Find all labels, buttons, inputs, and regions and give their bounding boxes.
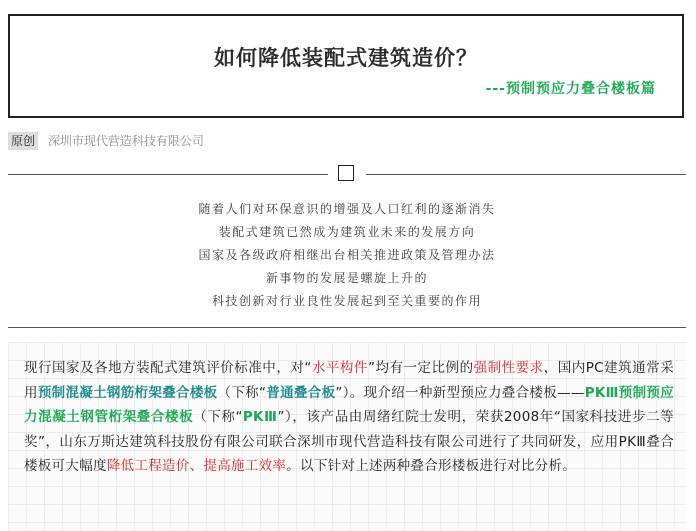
highlight-mandatory: 强制性要求 xyxy=(473,360,544,376)
square-icon xyxy=(338,165,354,181)
text-run: ”均有一定比例的 xyxy=(367,360,474,376)
original-badge: 原创 xyxy=(8,132,38,150)
highlight-normal-slab: 普通叠合板 xyxy=(266,384,336,401)
highlight-truss-slab: 预制混凝土钢筋桁架叠合楼板 xyxy=(37,384,218,401)
intro-line: 科技创新对行业良性发展起到至关重要的作用 xyxy=(211,294,482,308)
divider-right xyxy=(366,174,686,175)
text-run: ”），该产品由周绪红院士发明，荣获2008年“国家科技进步二等奖”，山东万斯达建筑科技股份有限公司联合深圳市现代营造科技有限公司进行了共同研发，应用PKⅢ叠合楼板可大幅度 xyxy=(24,409,674,474)
intro-line: 国家及各级政府相继出台相关推进政策及管理办法 xyxy=(198,248,496,262)
intro-line: 随着人们对环保意识的增强及人口红利的逐渐消失 xyxy=(198,202,496,216)
title-box xyxy=(8,14,684,118)
text-run: 。以下针对上述两种叠合形楼板进行对比分析。 xyxy=(286,458,577,474)
divider-left xyxy=(8,174,328,175)
page-subtitle: ---预制预应力叠合楼板篇 xyxy=(485,81,656,97)
body-paragraph xyxy=(24,356,674,479)
text-run: （下称“ xyxy=(217,384,267,401)
highlight-benefits: 降低工程造价、提高施工效率 xyxy=(106,458,287,474)
author-link[interactable]: 深圳市现代营造科技有限公司 xyxy=(47,134,204,148)
intro-line: 新事物的发展是螺旋上升的 xyxy=(265,271,428,285)
intro-block xyxy=(8,198,686,313)
article-meta xyxy=(8,132,204,150)
body-box xyxy=(8,342,686,531)
highlight-horizontal-member: 水平构件 xyxy=(311,360,368,376)
text-run: 现行国家及各地方装配式建筑评价标准中，对“ xyxy=(24,360,312,376)
highlight-pk3-slab: PKⅢ预制预应力混凝土钢管桁架叠合楼板 xyxy=(24,384,675,425)
text-run: （下称“ xyxy=(193,409,243,425)
highlight-pk3: PKⅢ xyxy=(242,409,278,425)
page-title: 如何降低装配式建筑造价？ xyxy=(214,46,478,70)
text-run: ，国内PC建筑通常采用 xyxy=(24,360,674,401)
divider-bottom xyxy=(8,327,686,328)
intro-line: 装配式建筑已然成为建筑业未来的发展方向 xyxy=(218,225,476,239)
text-run: ”）。现介绍一种新型预应力叠合楼板—— xyxy=(335,384,585,401)
